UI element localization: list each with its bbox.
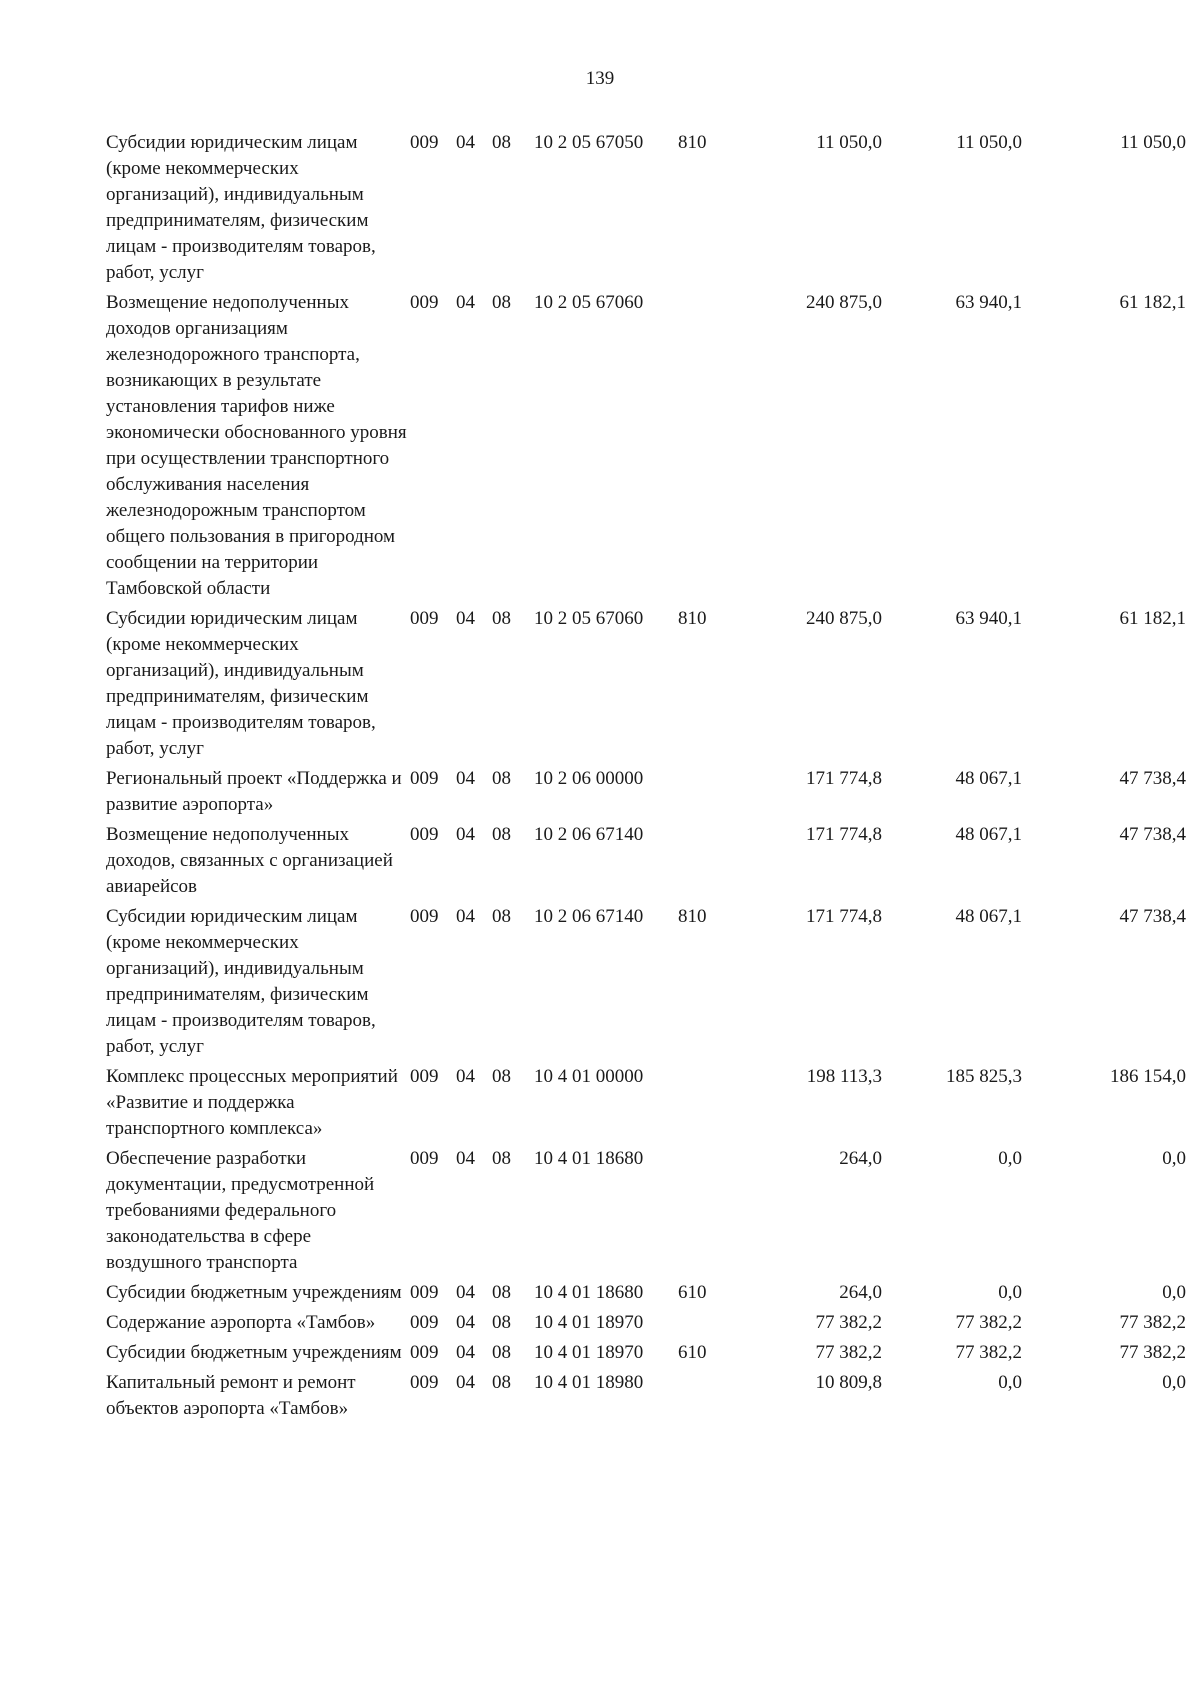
row-expense-type [678,1064,732,1146]
row-subsection-code: 08 [492,608,511,629]
table-row [106,1280,1186,1310]
row-amount-year-1: 171 774,8 [806,906,882,927]
row-name: Возмещение недополученных доходов, связанных с организацией авиарейсов [106,824,393,897]
row-subsection-code: 08 [492,824,511,845]
table-row [106,904,1186,1064]
row-target-article: 10 2 06 00000 [534,768,644,789]
row-section-code: 04 [456,906,475,927]
row-target-article: 10 2 06 67140 [534,824,644,845]
row-grbs-code: 009 [410,1066,439,1087]
row-amount-year-1: 77 382,2 [815,1312,882,1333]
row-name: Обеспечение разработки документации, предусмотренной требованиями федерального законодательства в сфере воздушного транспорта [106,1148,375,1273]
row-grbs-code: 009 [410,824,439,845]
row-target-article: 10 4 01 18970 [534,1312,644,1333]
row-amount-year-1: 171 774,8 [806,768,882,789]
row-subsection-code: 08 [492,1372,511,1393]
row-amount-year-3: 77 382,2 [1119,1342,1186,1363]
row-target-article: 10 4 01 18680 [534,1148,644,1169]
table-row [106,606,1186,766]
row-section-code: 04 [456,608,475,629]
row-grbs-code: 009 [410,1148,439,1169]
row-amount-year-3: 47 738,4 [1119,906,1186,927]
table-row [106,1310,1186,1340]
row-subsection-code: 08 [492,132,511,153]
row-target-article: 10 2 05 67060 [534,608,644,629]
row-amount-year-3: 47 738,4 [1119,768,1186,789]
page-number: 139 [585,68,615,89]
row-amount-year-1: 77 382,2 [815,1342,882,1363]
row-subsection-code: 08 [492,292,511,313]
row-amount-year-2: 48 067,1 [955,768,1022,789]
row-subsection-code: 08 [492,1342,511,1363]
row-section-code: 04 [456,1282,475,1303]
row-target-article: 10 2 06 67140 [534,906,644,927]
row-name: Субсидии бюджетным учреждениям [106,1282,402,1303]
row-target-article: 10 4 01 18980 [534,1372,644,1393]
row-amount-year-2: 77 382,2 [955,1312,1022,1333]
row-subsection-code: 08 [492,1312,511,1333]
row-grbs-code: 009 [410,1312,439,1333]
row-section-code: 04 [456,824,475,845]
table-row [106,1146,1186,1280]
row-amount-year-2: 0,0 [998,1148,1022,1169]
budget-table [106,130,1186,1426]
row-amount-year-2: 77 382,2 [955,1342,1022,1363]
row-section-code: 04 [456,1372,475,1393]
row-target-article: 10 2 05 67060 [534,292,644,313]
row-amount-year-1: 240 875,0 [806,608,882,629]
budget-table-body [106,130,1186,1426]
row-amount-year-3: 186 154,0 [1110,1066,1186,1087]
row-amount-year-1: 171 774,8 [806,824,882,845]
row-amount-year-2: 185 825,3 [946,1066,1022,1087]
row-name: Субсидии юридическим лицам (кроме некоммерческих организаций), индивидуальным предпринимателям, физическим лицам - производителям товаров, работ, услуг [106,132,376,283]
row-expense-type [678,290,732,606]
row-expense-type [678,1146,732,1280]
row-amount-year-3: 11 050,0 [1120,132,1186,153]
row-section-code: 04 [456,132,475,153]
table-row [106,766,1186,822]
row-amount-year-3: 47 738,4 [1119,824,1186,845]
table-row [106,290,1186,606]
row-grbs-code: 009 [410,132,439,153]
row-grbs-code: 009 [410,1372,439,1393]
row-section-code: 04 [456,1312,475,1333]
row-name: Капитальный ремонт и ремонт объектов аэропорта «Тамбов» [106,1372,356,1419]
row-subsection-code: 08 [492,1066,511,1087]
row-amount-year-1: 264,0 [839,1148,882,1169]
row-expense-type [678,1310,732,1340]
row-expense-type: 610 [678,1282,707,1303]
row-amount-year-1: 11 050,0 [816,132,882,153]
row-grbs-code: 009 [410,906,439,927]
row-amount-year-2: 0,0 [998,1372,1022,1393]
table-row [106,1370,1186,1426]
row-amount-year-3: 61 182,1 [1119,292,1186,313]
row-section-code: 04 [456,1066,475,1087]
row-expense-type: 610 [678,1342,707,1363]
row-subsection-code: 08 [492,906,511,927]
row-name: Комплекс процессных мероприятий «Развитие и поддержка транспортного комплекса» [106,1066,398,1139]
row-amount-year-2: 48 067,1 [955,906,1022,927]
row-subsection-code: 08 [492,768,511,789]
row-name: Содержание аэропорта «Тамбов» [106,1312,376,1333]
row-amount-year-1: 264,0 [839,1282,882,1303]
row-target-article: 10 4 01 18970 [534,1342,644,1363]
row-name: Субсидии юридическим лицам (кроме некоммерческих организаций), индивидуальным предпринимателям, физическим лицам - производителям товаров, работ, услуг [106,608,376,759]
row-target-article: 10 4 01 18680 [534,1282,644,1303]
row-expense-type [678,822,732,904]
table-row [106,130,1186,290]
row-expense-type [678,1370,732,1426]
table-row [106,822,1186,904]
row-amount-year-3: 0,0 [1162,1372,1186,1393]
row-subsection-code: 08 [492,1282,511,1303]
row-target-article: 10 4 01 00000 [534,1066,644,1087]
row-name: Возмещение недополученных доходов организациям железнодорожного транспорта, возникающих в результате установления тарифов ниже экономически обоснованного уровня при осуществлении транспортного обслуживания населения железнодорожным транспортом общего пользования в пригородном сообщении на территории Тамбовской области [106,292,407,599]
row-section-code: 04 [456,1342,475,1363]
row-amount-year-2: 48 067,1 [955,824,1022,845]
row-grbs-code: 009 [410,1342,439,1363]
row-expense-type: 810 [678,608,707,629]
row-amount-year-3: 77 382,2 [1119,1312,1186,1333]
row-grbs-code: 009 [410,1282,439,1303]
row-expense-type [678,766,732,822]
row-section-code: 04 [456,292,475,313]
row-section-code: 04 [456,1148,475,1169]
row-amount-year-1: 10 809,8 [815,1372,882,1393]
table-row [106,1340,1186,1370]
row-expense-type: 810 [678,132,707,153]
row-subsection-code: 08 [492,1148,511,1169]
row-amount-year-1: 240 875,0 [806,292,882,313]
row-amount-year-3: 0,0 [1162,1148,1186,1169]
row-amount-year-2: 63 940,1 [955,608,1022,629]
row-target-article: 10 2 05 67050 [534,132,644,153]
table-row [106,1064,1186,1146]
row-section-code: 04 [456,768,475,789]
row-expense-type: 810 [678,906,707,927]
row-amount-year-3: 0,0 [1162,1282,1186,1303]
row-grbs-code: 009 [410,608,439,629]
row-amount-year-3: 61 182,1 [1119,608,1186,629]
row-amount-year-2: 63 940,1 [955,292,1022,313]
row-grbs-code: 009 [410,292,439,313]
row-amount-year-1: 198 113,3 [806,1066,882,1087]
row-grbs-code: 009 [410,768,439,789]
row-name: Субсидии юридическим лицам (кроме некоммерческих организаций), индивидуальным предпринимателям, физическим лицам - производителям товаров, работ, услуг [106,906,376,1057]
row-name: Субсидии бюджетным учреждениям [106,1342,402,1363]
row-amount-year-2: 11 050,0 [956,132,1022,153]
row-name: Региональный проект «Поддержка и развитие аэропорта» [106,768,402,815]
row-amount-year-2: 0,0 [998,1282,1022,1303]
